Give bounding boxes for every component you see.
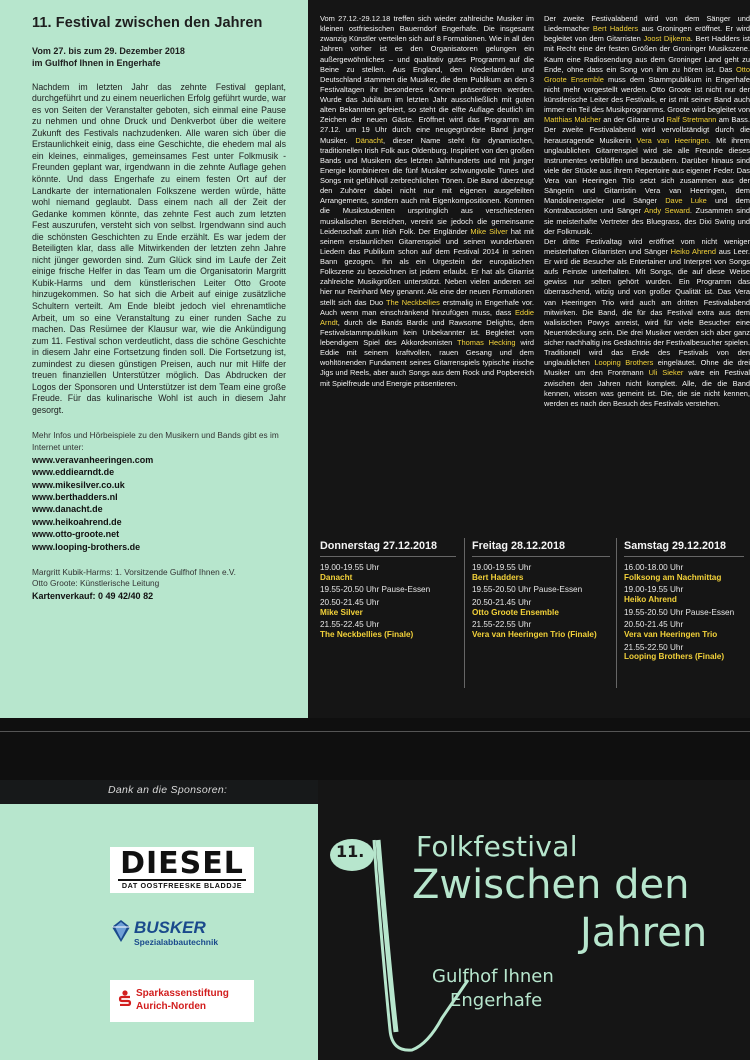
slot-act: The Neckbellies (Finale) bbox=[320, 630, 414, 640]
schedule-slot bbox=[320, 585, 456, 595]
dates-line: Vom 27. bis zum 29. Dezember 2018 bbox=[32, 46, 185, 57]
slot-act: Folksong am Nachmittag bbox=[624, 572, 722, 582]
slot-act: Otto Groote Ensemble bbox=[472, 607, 559, 617]
website-link[interactable]: www.otto-groote.net bbox=[32, 529, 120, 540]
website-list bbox=[32, 454, 286, 553]
text: Der dritte Festivaltag wird eröffnet vom nicht weniger meisterhaften Gitarristen und Sänger bbox=[544, 236, 750, 256]
artist-name: Looping Brothers bbox=[594, 358, 654, 368]
title-panel bbox=[318, 780, 750, 1060]
slot-act: Vera van Heeringen Trio (Finale) bbox=[472, 630, 597, 640]
artist-name: Heiko Ahrend bbox=[670, 246, 716, 256]
sparkasse-line-1: Sparkassenstiftung bbox=[136, 988, 229, 999]
organizers bbox=[32, 567, 286, 602]
text: eingeläutet. Ohne die drei Musiker um den Frontmann bbox=[544, 358, 750, 378]
slot-time: 19.55-20.50 Uhr Pause-Essen bbox=[472, 585, 583, 595]
slot-act: Heiko Ahrend bbox=[624, 595, 677, 605]
slot-act: Vera van Heeringen Trio bbox=[624, 630, 718, 640]
day-heading: Donnerstag 27.12.2018 bbox=[320, 540, 456, 557]
text: aus Groningen eröffnet. Er wird begleitet von dem Gitarristen bbox=[544, 24, 750, 44]
schedule-saturday bbox=[624, 540, 744, 690]
title-folkfestival: Folkfestival bbox=[416, 830, 578, 863]
artist-name: Uli Sieker bbox=[648, 368, 684, 378]
slot-time: 19.00-19.55 Uhr bbox=[624, 585, 684, 595]
artist-name: Otto Groote Ensemble bbox=[544, 64, 750, 84]
title-jahren: Jahren bbox=[580, 910, 708, 956]
sparkasse-icon bbox=[118, 990, 132, 1006]
text: . Zusammen sind sie meisterhafte Vertreter des Bluegrass, des Dixi Swing und der Folkmusik. bbox=[544, 206, 750, 236]
busker-wordmark: BUSKER bbox=[134, 918, 206, 937]
slot-act: Mike Silver bbox=[320, 607, 363, 617]
schedule-slot bbox=[472, 620, 610, 639]
website-link[interactable]: www.danacht.de bbox=[32, 504, 103, 515]
text: hat mit seinem erstaunlichen Gitarrenspiel und seinen wunderbaren Liedern das Publikum schon auf dem Festival 2014 in seinen Bann gezogen. Ihn als ein Urgestein der europäischen Folkszene zu bezeichnen ist jedem erlaubt. Er hat als Gitarrist zahlreiche Musikgrößen unterstützt. Neben vielen anderen sei hier nur Reinhard Mey genannt. Als eine der neuen Formationen stellt sich das Duo bbox=[320, 226, 534, 307]
artist-name: Eddie Arndt bbox=[320, 307, 534, 327]
slot-time: 21.55-22.55 Uhr bbox=[472, 620, 532, 630]
schedule-slot bbox=[624, 563, 744, 582]
edition-number: 11. bbox=[336, 842, 365, 861]
text: erstmalig in Engerhafe vor. Auch wenn man einschränkend hinzufügen muss, dass bbox=[320, 297, 534, 317]
slot-act: Bert Hadders bbox=[472, 572, 524, 582]
slot-act: Danacht bbox=[320, 572, 353, 582]
schedule-slot bbox=[624, 585, 744, 604]
more-info-text: Mehr Infos und Hörbeispiele zu den Musikern und Bands gibt es im Internet unter: bbox=[32, 430, 279, 452]
website-link[interactable]: www.looping-brothers.de bbox=[32, 541, 141, 552]
intro-text: Nachdem im letzten Jahr das zehnte Festival geplant, durchgeführt und zu einem neuerlichen Erfolg geführt wurde, war es von Seiten der Veranstalter geboten, sich einmal eine Pause zu nehmen und ohne Druck und Denkverbot über die weitere Zukunft des Festivals nachzudenken. Alle waren sich über die Erstaunlichkeit einig, dass eine Geschichte, die ehedem mal als ein kleines, einmaliges, gemeinsames Fest unter Folkmusik - Freunden geplant war, irgendwann in die zehnte Auflage gehen könnte. Und dass Engerhafe zu einem festen Ort auf der Landkarte der internationalen Folkszene werden würde, hätte wohl niemand geglaubt. Dass einem nach all der Zeit der Gedanke kommen könnte, das zehnte Fest auch zum letzten Fest auszurufen, versteht sich von selbst. Irgendwann sind auch die schönsten Geschichten zu Ende erzählt. Es war jedem der Beteiligten klar, dass alle Mitwirkenden der letzten zehn Jahre nicht jünger geworden sind. Zum Glück sind im Laufe der Zeit einige frische Helfer in das Team um die Organisatorin Margritt Kubik-Harms und dem künstlerischen Leiter Otto Groote hinzugekommen. So hat sich die Arbeit auf einige zusätzliche Schultern verteilt. Am Ende bleibt jedoch viel ehrenamtliche Arbeit, um so eine Veranstaltung zu einer runden Sache zu machen. Das Resümee der Klausur war, wie die Ankündigung zum 11. Festival schon verdeutlicht, dass die schöne Geschichte in diesem Jahr eine Fortsetzung finden soll. Die Fortsetzung ist, zumindest zu diesen günstigen Preisen, auch nur mit Hilfe der treuen finanziellen Unterstützer möglich. Das Abdrucken der Logos der Sponsoren und Unterstützer ist dem Team eine große Freude. Für das kulinarische Wohl ist auch in diesem Jahr gesorgt. bbox=[32, 81, 286, 415]
schedule-slot bbox=[624, 643, 744, 662]
slot-time: 20.50-21.45 Uhr bbox=[624, 620, 684, 630]
schedule-thursday bbox=[320, 540, 456, 690]
article-column-1 bbox=[320, 14, 534, 389]
sponsor-heading: Dank an die Sponsoren: bbox=[108, 784, 228, 796]
slot-act: Looping Brothers (Finale) bbox=[624, 652, 725, 662]
artist-name: Mike Silver bbox=[470, 226, 508, 236]
text: , durch die Bands Bardic und Rawsome Delights, dem Festivalstammpublikum kein Unbekannter ist. Begleitet vom lebendigem Spiel des Akkordeonisten bbox=[320, 317, 534, 347]
schedule-slot bbox=[472, 585, 610, 595]
diesel-tagline: DAT OOSTFREESKE BLADDJE bbox=[118, 879, 246, 890]
title-venue: Gulfhof Ihnen bbox=[432, 966, 554, 987]
schedule-slot bbox=[624, 620, 744, 639]
diamond-icon bbox=[112, 920, 130, 942]
sponsor-box bbox=[0, 804, 318, 1060]
slot-time: 19.00-19.55 Uhr bbox=[472, 563, 532, 572]
website-link[interactable]: www.eddiearndt.de bbox=[32, 467, 115, 478]
fold-line bbox=[0, 731, 750, 732]
website-link[interactable]: www.berthadders.nl bbox=[32, 492, 118, 503]
article-column-2 bbox=[544, 14, 750, 409]
website-link[interactable]: www.heikoahrend.de bbox=[32, 516, 122, 527]
artist-name: Bert Hadders bbox=[592, 24, 639, 34]
schedule-divider bbox=[464, 538, 465, 688]
text: und dem Kontrabassisten und Sänger bbox=[544, 196, 750, 216]
text: aus Leer. Er wird die Besucher als Entertainer und Interpret von Songs aufs Feinste unterhalten. Mit Songs, die auf diese Weise gewiss nur selten gehört wurden. Ein Programm das überraschend, witzig und von großer Qualität ist. Das Vera van Heeringen Trio wird auch am dritten Festivalabend mitwirken. Die Band, die für das Festival extra aus dem walisischen Powys anreist, wird für viele Besucher eine Neuentdeckung sein. Die drei Musiker werden sich aber ganz sicher nachhaltig ins Gedächtnis der Festivalbesucher spielen. Traditionell wird das Ende des Festivals von den unglaublichen bbox=[544, 246, 750, 368]
slot-time: 19.00-19.55 Uhr bbox=[320, 563, 380, 572]
schedule-slot bbox=[472, 563, 610, 582]
schedule-slot bbox=[320, 598, 456, 617]
text: am Bass. Der zweite Festivalabend wird vervollständigt durch die herausragende Musikerin bbox=[544, 115, 750, 145]
sparkasse-line-2: Aurich-Norden bbox=[136, 1001, 206, 1012]
article-panel bbox=[308, 0, 750, 718]
schedule-slot bbox=[624, 608, 744, 618]
fold-band bbox=[0, 718, 750, 780]
title-zwischen: Zwischen den bbox=[412, 862, 690, 908]
text: Der zweite Festivalabend wird von dem Sänger und Liedermacher bbox=[544, 14, 750, 34]
festival-heading: 11. Festival zwischen den Jahren bbox=[32, 15, 263, 31]
artist-name: Dave Luke bbox=[665, 196, 707, 206]
text: , dieser Name steht für dynamischen, traditionellen Irish Folk aus Oldenburg. Inspiriert von den großen Bands und Musikern des letzten Jahrhunderts und mit junger Energie kombinieren die fünf Musiker schwungvolle Tunes und Songs mit gefühlvoll zerbrechlichen Tönen. Die Band überzeugt den Zuhörer dabei nicht nur mit eigenen ausgefeilten Arrangements, sondern auch mit Eigenkompositionen. Kommen die Musikstudenten ursprünglich aus verschiedenen musikalischen Bereichen, vereint sie jedoch die gemeinsame Leidenschaft zum Irish Folk. Der Engländer bbox=[320, 135, 534, 236]
slot-time: 21.55-22.50 Uhr bbox=[624, 642, 684, 652]
schedule-friday bbox=[472, 540, 610, 690]
sparkasse-logo bbox=[110, 980, 254, 1022]
slot-time: 19.55-20.50 Uhr Pause-Essen bbox=[624, 607, 735, 617]
slot-time: 21.55-22.45 Uhr bbox=[320, 620, 380, 630]
schedule-slot bbox=[320, 620, 456, 639]
organizer-line: Margritt Kubik-Harms: 1. Vorsitzende Gulfhof Ihnen e.V. bbox=[32, 567, 236, 578]
text: . Mit ihrem unglaublichen Gitarrenspiel wird sie alle Freunde dieses Instrumentes verblüffen und bezaubern. Darüber hinaus sind viele der Stücke aus ihrem Repertoire aus eigener Feder. Das Vera van Heeringen Trio setzt sich zusammen aus der Sängerin und Gitarristin Vera van Heeringen, dem Mandolinenspieler und Sänger bbox=[544, 135, 750, 206]
slot-time: 16.00-18.00 Uhr bbox=[624, 563, 684, 572]
artist-name: Vera van Heeringen bbox=[636, 135, 709, 145]
website-link[interactable]: www.mikesilver.co.uk bbox=[32, 479, 125, 490]
diesel-logo bbox=[110, 847, 254, 893]
schedule-slot bbox=[320, 563, 456, 582]
artist-name: Dänacht bbox=[355, 135, 384, 145]
slot-time: 20.50-21.45 Uhr bbox=[472, 598, 532, 608]
artist-name: Joost Dijkema bbox=[643, 34, 691, 44]
schedule-slot bbox=[472, 598, 610, 617]
text: wird Eddie mit seinem kraftvollen, rauen Gesang und dem wohltönenden Fundament seines Gitarrenspiels typische irische Jigs und Reels, aber auch Songs aus dem Rock und Popbereich mit Spielfreude und Energie präsentieren. bbox=[320, 338, 535, 388]
artist-name: Ralf Stretmann bbox=[666, 115, 717, 125]
title-town: Engerhafe bbox=[450, 990, 543, 1011]
intro-panel bbox=[0, 0, 308, 718]
organizer-line: Otto Groote: Künstlerische Leitung bbox=[32, 578, 160, 589]
artist-name: The Neckbellies bbox=[385, 297, 440, 307]
text: wäre ein Festival zwischen den Jahren nicht komplett. Alle, die die Band kennen, wissen was gemeint ist. Die, die sie nicht kennen, werden es nach den Besuch des Festivals verstehen. bbox=[544, 368, 750, 408]
day-heading: Samstag 29.12.2018 bbox=[624, 540, 744, 557]
sponsor-panel bbox=[0, 780, 318, 1060]
text: Vom 27.12.-29.12.18 treffen sich wieder zahlreiche Musiker im kleinen ostfriesischen Bauerndorf Engerhafe. Die insgesamt zwanzig Künstler verteilen sich auf 8 Formationen. Wie in all den Jahren vorher ist es den Organisatoren gelungen ein außergewöhnliches – und qualitativ gutes Programm auf die Beine zu stellen. Aus England, den Niederlanden und Deutschland stammen die Musiker, die dem Publikum an den 3 Festivaltagen ihr besonderes Können präsentieren werden. Wurde das Jubiläum im letzten Jahr ausschließlich mit guten alten Bekannten gefeiert, so steht die elfte Auflage deutlich im Zeichen der neuen Gäste. Eröffnet wird das Programm am 27.12. um 19 Uhr durch eine neugegründete Band junger Musiker. bbox=[320, 14, 534, 145]
busker-subline: Spezialabbautechnik bbox=[134, 937, 219, 947]
slot-time: 19.55-20.50 Uhr Pause-Essen bbox=[320, 585, 431, 595]
schedule-divider bbox=[616, 538, 617, 688]
text: an der Gitarre und bbox=[603, 115, 665, 125]
website-link[interactable]: www.veravanheeringen.com bbox=[32, 454, 154, 465]
busker-logo bbox=[110, 918, 254, 956]
diesel-wordmark: DIESEL bbox=[120, 846, 244, 881]
ticket-phone: Kartenverkauf: 0 49 42/40 82 bbox=[32, 590, 154, 601]
text: muss dem Stammpublikum in Engerhafe nicht mehr vorgestellt werden. Otto Groote ist nicht nur der künstlerische Leiter des Festivals, er ist mit seiner Band auch immer ein Teil des Musikprogramms. Groote wird begleitet von bbox=[544, 74, 750, 115]
artist-name: Andy Seward bbox=[644, 206, 690, 216]
artist-name: Matthias Malcher bbox=[544, 115, 601, 125]
day-heading: Freitag 28.12.2018 bbox=[472, 540, 610, 557]
artist-name: Thomas Hecking bbox=[456, 338, 516, 347]
text: . Bert Hadders ist mit Recht eine der festen Größen der Groninger Musikszene. Kaum eine Radiosendung aus dem Groninger Land geht zu Ende, ohne dass ein Song von ihm zu hören ist. Das bbox=[544, 34, 750, 74]
slot-time: 20.50-21.45 Uhr bbox=[320, 598, 380, 608]
venue-line: im Gulfhof Ihnen in Engerhafe bbox=[32, 58, 161, 69]
festival-dates bbox=[32, 45, 286, 69]
